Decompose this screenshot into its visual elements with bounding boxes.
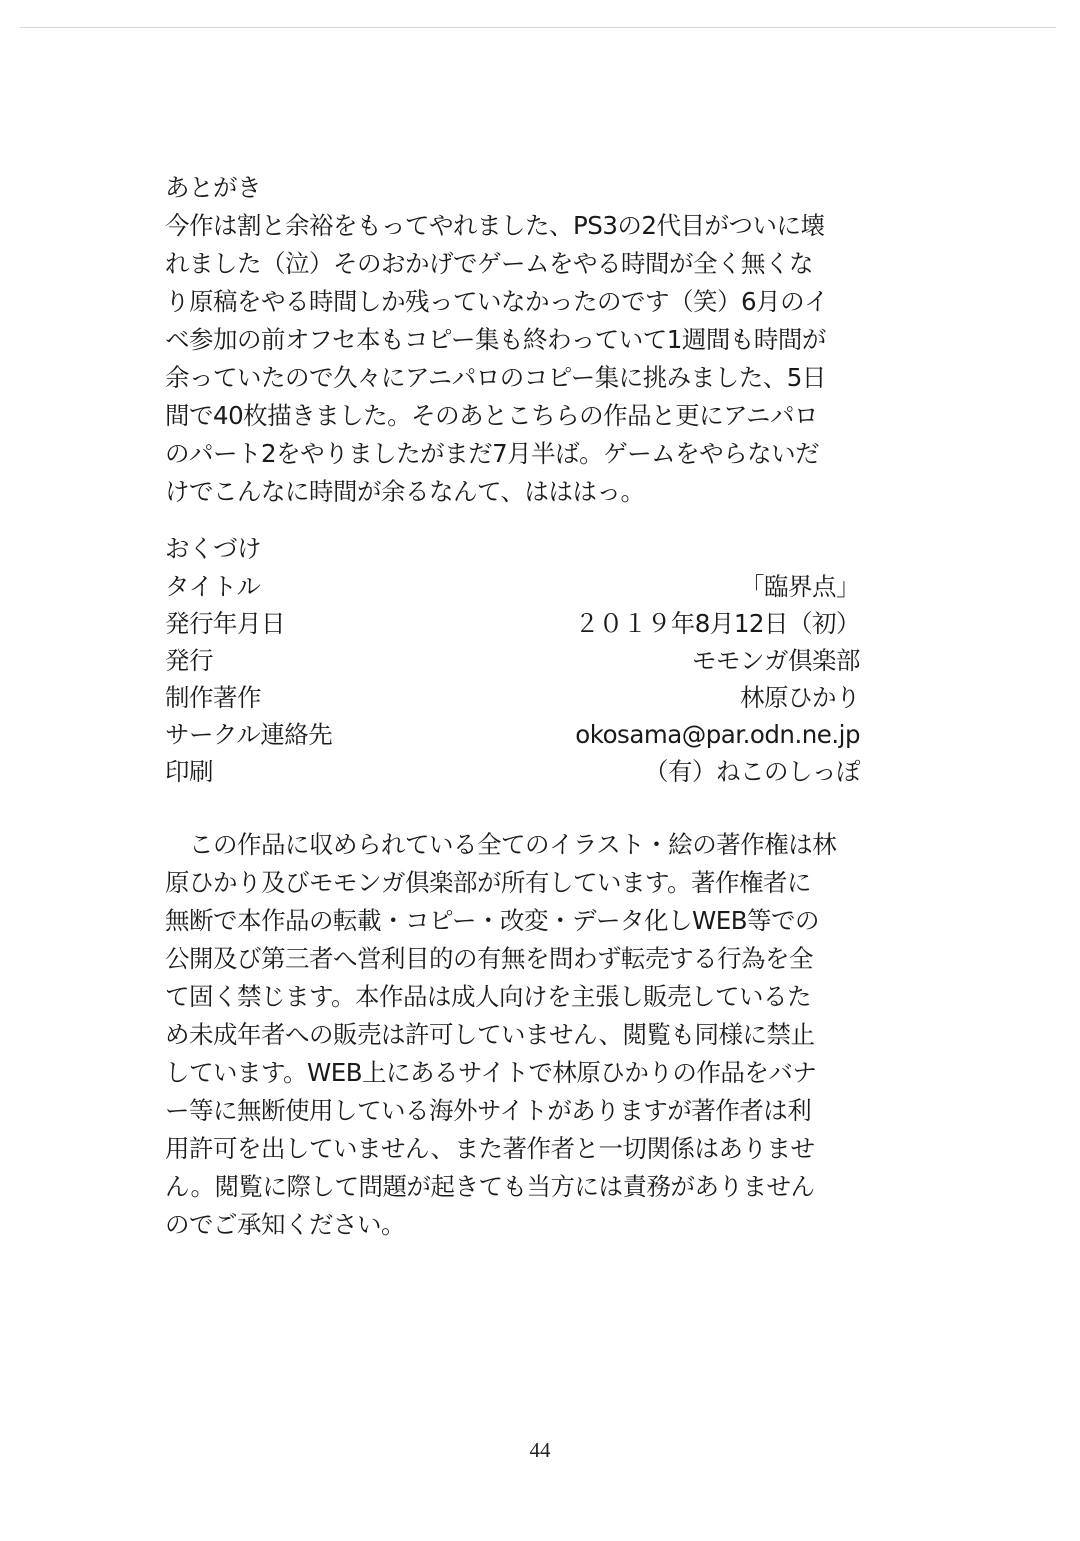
colophon-heading: おくづけ <box>165 534 261 563</box>
colophon-row-author <box>165 679 860 716</box>
colophon-value: ２０１９年8月12日（初） <box>574 609 860 638</box>
copyright-line: しています。WEB上にあるサイトで林原ひかりの作品をバナ <box>165 1058 817 1087</box>
copyright-line: 無断で本作品の転載・コピー・改変・データ化しWEB等での <box>165 906 820 935</box>
copyright-line: め未成年者への販売は許可していません、閲覧も同様に禁止 <box>165 1020 815 1049</box>
copyright-line: 用許可を出していません、また著作者と一切関係はありませ <box>165 1134 815 1163</box>
afterword-line: のパート2をやりましたがまだ7月半ば。ゲームをやらないだ <box>165 439 820 468</box>
colophon-value: 林原ひかり <box>740 683 860 712</box>
colophon-label: 印刷 <box>165 757 213 786</box>
colophon-value: （有）ねこのしっぽ <box>644 757 860 786</box>
afterword-line: ベ参加の前オフセ本もコピー集も終わっていて1週間も時間が <box>165 325 826 354</box>
copyright-line: この作品に収められている全てのイラスト・絵の著作権は林 <box>165 830 837 859</box>
afterword-heading: あとがき <box>165 173 261 202</box>
copyright-line: のでご承知ください。 <box>165 1210 405 1239</box>
afterword-line: り原稿をやる時間しか残っていなかったのです（笑）6月のイ <box>165 287 829 316</box>
colophon-label: タイトル <box>165 572 261 601</box>
afterword-line: 余っていたので久々にアニパロのコピー集に挑みました、5日 <box>165 363 826 392</box>
colophon-label: 制作著作 <box>165 683 261 712</box>
colophon-table <box>165 568 860 790</box>
colophon-row-contact <box>165 716 860 753</box>
afterword-line: けでこんなに時間が余るなんて、はははっ。 <box>165 477 645 506</box>
copyright-line: 公開及び第三者へ営利目的の有無を問わず転売する行為を全 <box>165 944 813 973</box>
copyright-line: 原ひかり及びモモンガ倶楽部が所有しています。著作権者に <box>165 868 812 897</box>
top-rule <box>20 27 1056 28</box>
colophon-label: サークル連絡先 <box>165 720 333 749</box>
colophon-row-date <box>165 605 860 642</box>
page-number: 44 <box>529 1438 551 1462</box>
afterword-section <box>165 169 910 511</box>
afterword-line: れました（泣）そのおかげでゲームをやる時間が全く無くな <box>165 249 813 278</box>
colophon-value: okosama@par.odn.ne.jp <box>575 720 860 749</box>
colophon-label: 発行 <box>165 646 213 675</box>
copyright-notice <box>165 826 910 1244</box>
colophon-label: 発行年月日 <box>165 609 285 638</box>
copyright-line: ー等に無断使用している海外サイトがありますが著作者は利 <box>165 1096 812 1125</box>
copyright-line: ん。閲覧に際して問題が起きても当方には責務がありません <box>165 1172 815 1201</box>
colophon-row-title <box>165 568 860 605</box>
colophon-value: モモンガ倶楽部 <box>692 646 860 675</box>
colophon-section <box>165 530 910 568</box>
copyright-line: て固く禁じます。本作品は成人向けを主張し販売しているた <box>165 982 812 1011</box>
afterword-line: 間で40枚描きました。そのあとこちらの作品と更にアニパロ <box>165 401 818 430</box>
afterword-line: 今作は割と余裕をもってやれました、PS3の2代目がついに壊 <box>165 211 825 240</box>
colophon-value: 「臨界点」 <box>740 572 860 601</box>
colophon-row-printer <box>165 753 860 790</box>
colophon-row-publisher <box>165 642 860 679</box>
